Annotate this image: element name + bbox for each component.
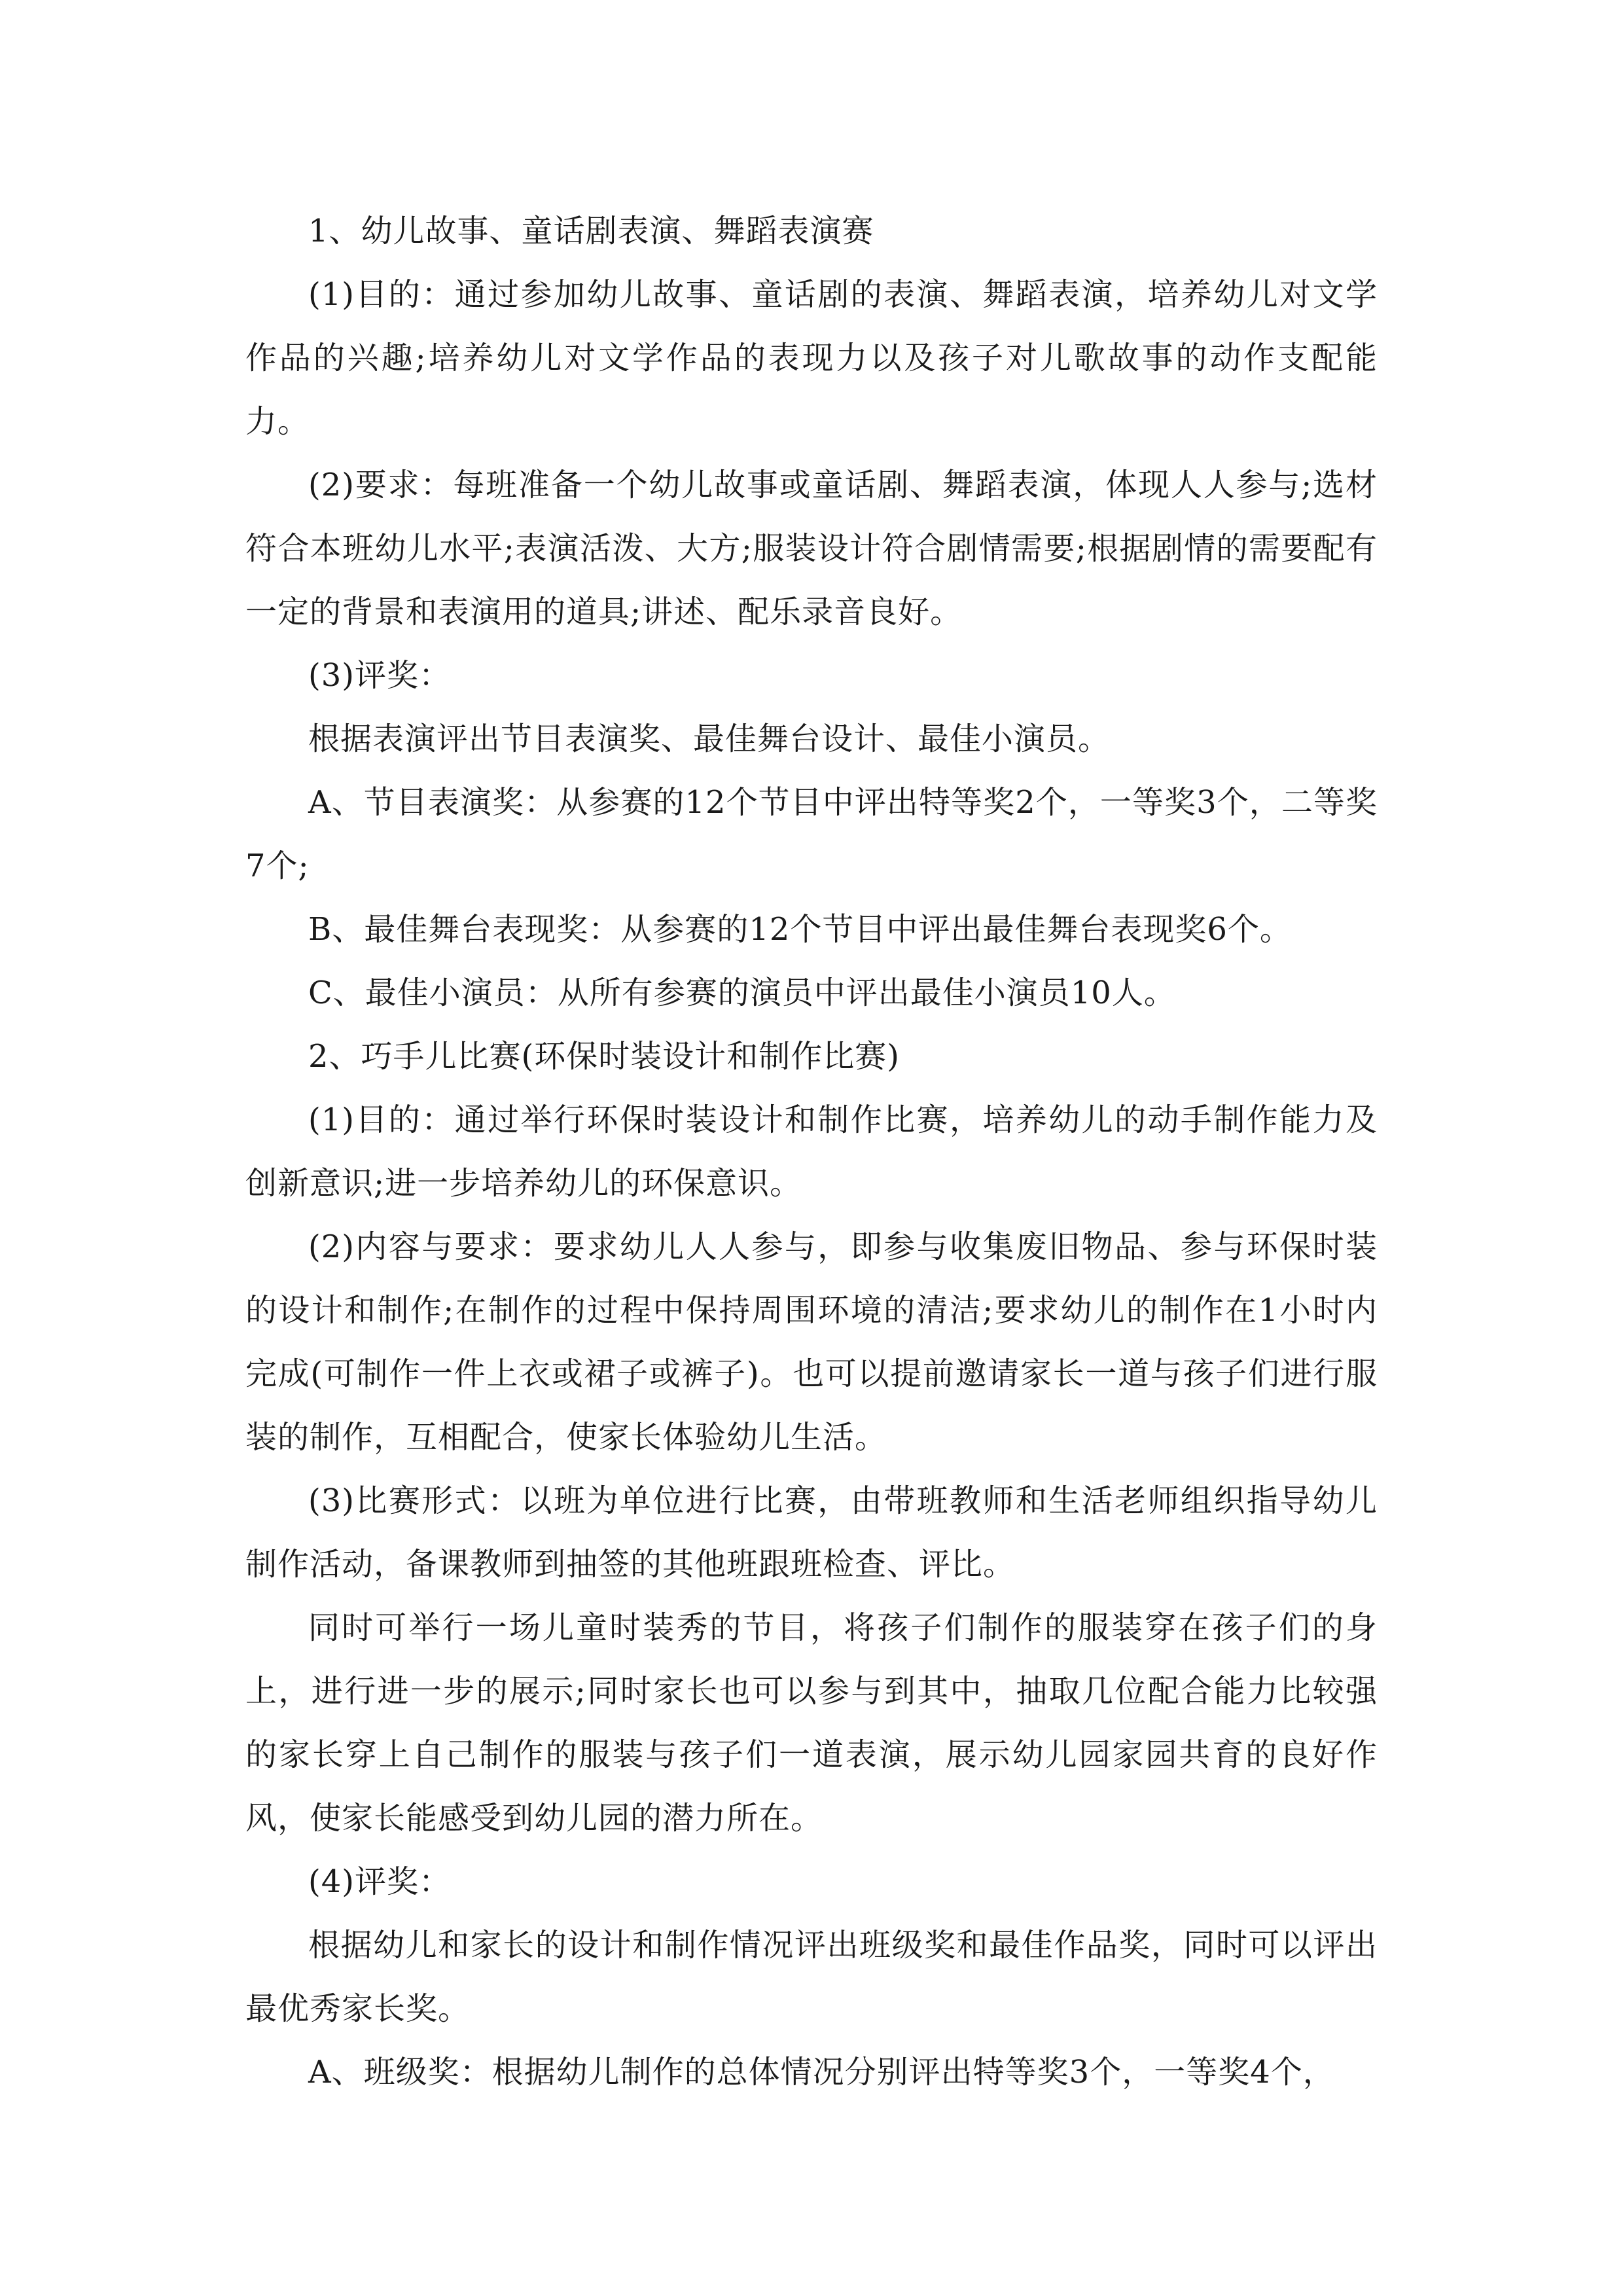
section-heading-1: 1、幼儿故事、童话剧表演、舞蹈表演赛	[308, 213, 874, 249]
paragraph-format-2: (3)比赛形式：以班为单位进行比赛，由带班教师和生活老师组织指导幼儿制作活动，备课教师到抽签的其他班跟班检查、评比。	[245, 1482, 1378, 1583]
paragraph-requirements-2: (2)内容与要求：要求幼儿人人参与，即参与收集废旧物品、参与环保时装的设计和制作;在制作的过程中保持周围环境的清洁;要求幼儿的制作在1小时内完成(可制作一件上衣或裙子或裤子)。也可以提前邀请家长一道与孩子们进行服装的制作，互相配合，使家长体验幼儿生活。	[245, 1229, 1378, 1456]
paragraph-awards-intro-2: 根据幼儿和家长的设计和制作情况评出班级奖和最佳作品奖，同时可以评出最优秀家长奖。	[245, 1927, 1378, 2027]
section-heading-2: 2、巧手儿比赛(环保时装设计和制作比赛)	[308, 1038, 900, 1075]
paragraph-awards-heading-2: (4)评奖：	[308, 1863, 451, 1900]
paragraph-fashion-show: 同时可举行一场儿童时装秀的节目，将孩子们制作的服装穿在孩子们的身上，进行进一步的展示;同时家长也可以参与到其中，抽取几位配合能力比较强的家长穿上自己制作的服装与孩子们一道表演，展示幼儿园家园共育的良好作风，使家长能感受到幼儿园的潜力所在。	[245, 1609, 1378, 1837]
paragraph-award-a-1: A、节目表演奖：从参赛的12个节目中评出特等奖2个，一等奖3个，二等奖7个;	[245, 784, 1378, 884]
paragraph-purpose-2: (1)目的：通过举行环保时装设计和制作比赛，培养幼儿的动手制作能力及创新意识;进一步培养幼儿的环保意识。	[245, 1102, 1378, 1202]
paragraph-award-c-1: C、最佳小演员：从所有参赛的演员中评出最佳小演员10人。	[308, 975, 1176, 1011]
paragraph-requirements-1: (2)要求：每班准备一个幼儿故事或童话剧、舞蹈表演，体现人人参与;选材符合本班幼儿水平;表演活泼、大方;服装设计符合剧情需要;根据剧情的需要配有一定的背景和表演用的道具;讲述、配乐录音良好。	[245, 467, 1378, 630]
paragraph-awards-heading-1: (3)评奖：	[308, 657, 451, 694]
paragraph-award-b-1: B、最佳舞台表现奖：从参赛的12个节目中评出最佳舞台表现奖6个。	[308, 911, 1292, 948]
paragraph-award-a-2: A、班级奖：根据幼儿制作的总体情况分别评出特等奖3个，一等奖4个，	[308, 2054, 1335, 2090]
paragraph-awards-intro-1: 根据表演评出节目表演奖、最佳舞台设计、最佳小演员。	[308, 721, 1111, 757]
paragraph-purpose-1: (1)目的：通过参加幼儿故事、童话剧的表演、舞蹈表演，培养幼儿对文学作品的兴趣;培养幼儿对文学作品的表现力以及孩子对儿歌故事的动作支配能力。	[245, 276, 1378, 440]
document-body	[245, 200, 1378, 2104]
